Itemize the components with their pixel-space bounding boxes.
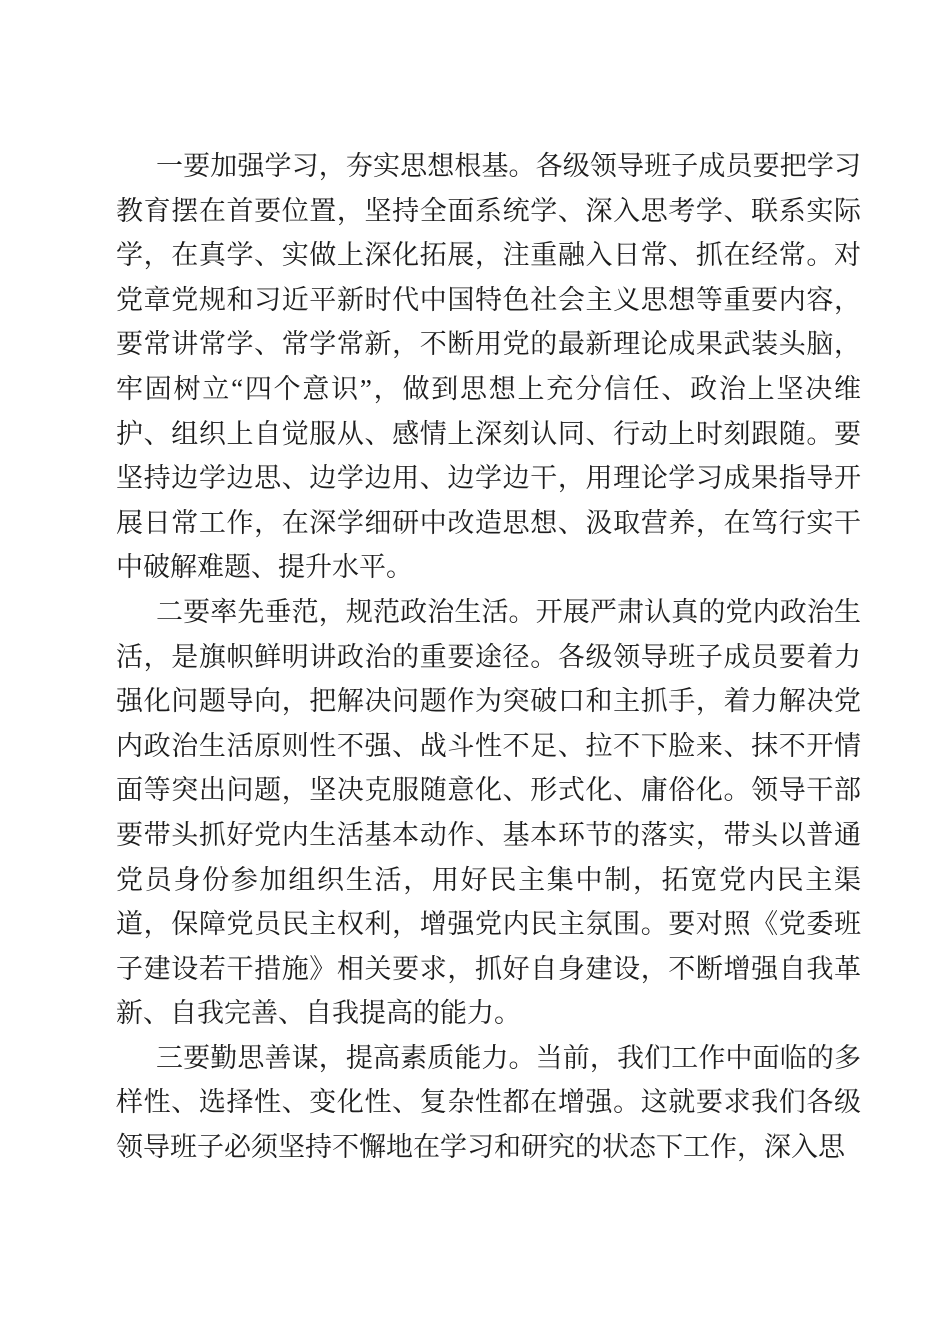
paragraph: 三要勤思善谋，提高素质能力。当前，我们工作中面临的多样性、选择性、变化性、复杂性都在增强。这就要求我们各级领导班子必须坚持不懈地在学习和研究的状态下工作，深入思 — [116, 1042, 861, 1163]
paragraph: 二要率先垂范，规范政治生活。开展严肃认真的党内政治生活，是旗帜鲜明讲政治的重要途径。各级领导班子成员要着力强化问题导向，把解决问题作为突破口和主抓手，着力解决党内政治生活原则性不强、战斗性不足、拉不下脸来、抹不开情面等突出问题，坚决克服随意化、形式化、庸俗化。领导干部要带头抓好党内生活基本动作、基本环节的落实，带头以普通党员身份参加组织生活，用好民主集中制，拓宽党内民主渠道，保障党员民主权利，增强党内民主氛围。要对照《党委班子建设若干措施》相关要求，抓好自身建设，不断增强自我革新、自我完善、自我提高的能力。 — [116, 596, 861, 1029]
document-body-text — [116, 144, 861, 1170]
paragraph: 一要加强学习，夯实思想根基。各级领导班子成员要把学习教育摆在首要位置，坚持全面系统学、深入思考学、联系实际学，在真学、实做上深化拓展，注重融入日常、抓在经常。对党章党规和习近平新时代中国特色社会主义思想等重要内容，要常讲常学、常学常新，不断用党的最新理论成果武装头脑，牢固树立“四个意识”，做到思想上充分信任、政治上坚决维护、组织上自觉服从、感情上深刻认同、行动上时刻跟随。要坚持边学边思、边学边用、边学边干，用理论学习成果指导开展日常工作，在深学细研中改造思想、汲取营养，在笃行实干中破解难题、提升水平。 — [116, 151, 861, 583]
